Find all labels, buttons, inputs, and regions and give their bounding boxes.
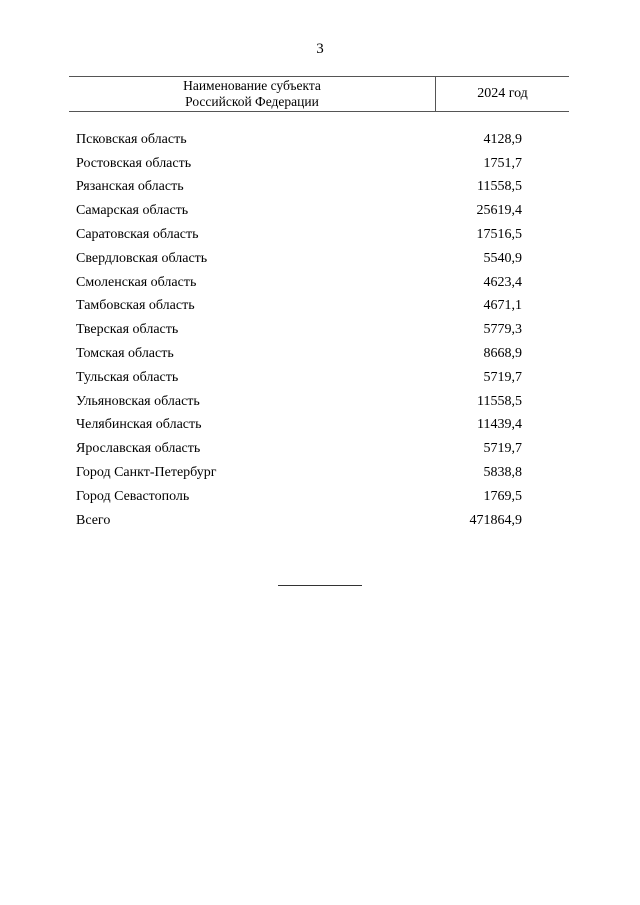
table-row — [76, 485, 570, 509]
table-row — [76, 223, 570, 247]
region-name: Смоленская область — [76, 274, 197, 290]
region-value: 4128,9 — [483, 131, 522, 147]
region-value: 5779,3 — [483, 322, 522, 338]
table-row — [76, 176, 570, 200]
total-row — [76, 509, 570, 533]
region-value: 4623,4 — [483, 274, 522, 290]
region-name: Ростовская область — [76, 155, 192, 171]
region-name: Самарская область — [76, 203, 189, 219]
table-row — [76, 128, 570, 152]
region-name: Город Санкт-Петербург — [76, 465, 217, 481]
region-name: Псковская область — [76, 131, 187, 147]
region-value: 4671,1 — [483, 298, 522, 314]
region-value: 11558,5 — [477, 393, 522, 409]
region-value: 1751,7 — [483, 155, 522, 171]
region-name: Челябинская область — [76, 417, 202, 433]
column-header-name-line1: Наименование субъекта — [183, 78, 321, 93]
region-name: Рязанская область — [76, 179, 184, 195]
region-name: Тверская область — [76, 322, 179, 338]
table-row — [76, 271, 570, 295]
column-header-name-line2: Российской Федерации — [185, 94, 319, 109]
page-number: 3 — [316, 41, 324, 57]
region-value: 17516,5 — [476, 227, 522, 243]
end-divider — [278, 585, 362, 586]
region-value: 1769,5 — [483, 488, 522, 504]
region-name: Ульяновская область — [76, 393, 200, 409]
region-value: 5719,7 — [483, 441, 522, 457]
region-value: 5838,8 — [483, 465, 522, 481]
region-name: Тульская область — [76, 369, 179, 385]
region-value: 11439,4 — [477, 417, 522, 433]
region-value: 11558,5 — [477, 179, 522, 195]
region-name: Саратовская область — [76, 227, 199, 243]
region-name: Город Севастополь — [76, 488, 190, 504]
table-row — [76, 199, 570, 223]
table-row — [76, 461, 570, 485]
region-name: Тамбовская область — [76, 298, 195, 314]
column-header-name — [69, 77, 436, 111]
region-name: Свердловская область — [76, 250, 208, 266]
region-value: 5540,9 — [483, 250, 522, 266]
table-row — [76, 366, 570, 390]
table-row — [76, 390, 570, 414]
region-value: 8668,9 — [483, 346, 522, 362]
table-row — [76, 414, 570, 438]
table-header — [69, 76, 569, 112]
table-row — [76, 247, 570, 271]
region-name: Ярославская область — [76, 441, 201, 457]
table-row — [76, 318, 570, 342]
column-header-year: 2024 год — [477, 86, 528, 101]
region-value: 25619,4 — [476, 203, 522, 219]
total-value: 471864,9 — [469, 512, 522, 528]
table-row — [76, 437, 570, 461]
table-row — [76, 295, 570, 319]
total-label: Всего — [76, 512, 111, 528]
region-value: 5719,7 — [483, 369, 522, 385]
table-body — [76, 128, 570, 533]
table-row — [76, 342, 570, 366]
table-row — [76, 152, 570, 176]
region-name: Томская область — [76, 346, 174, 362]
